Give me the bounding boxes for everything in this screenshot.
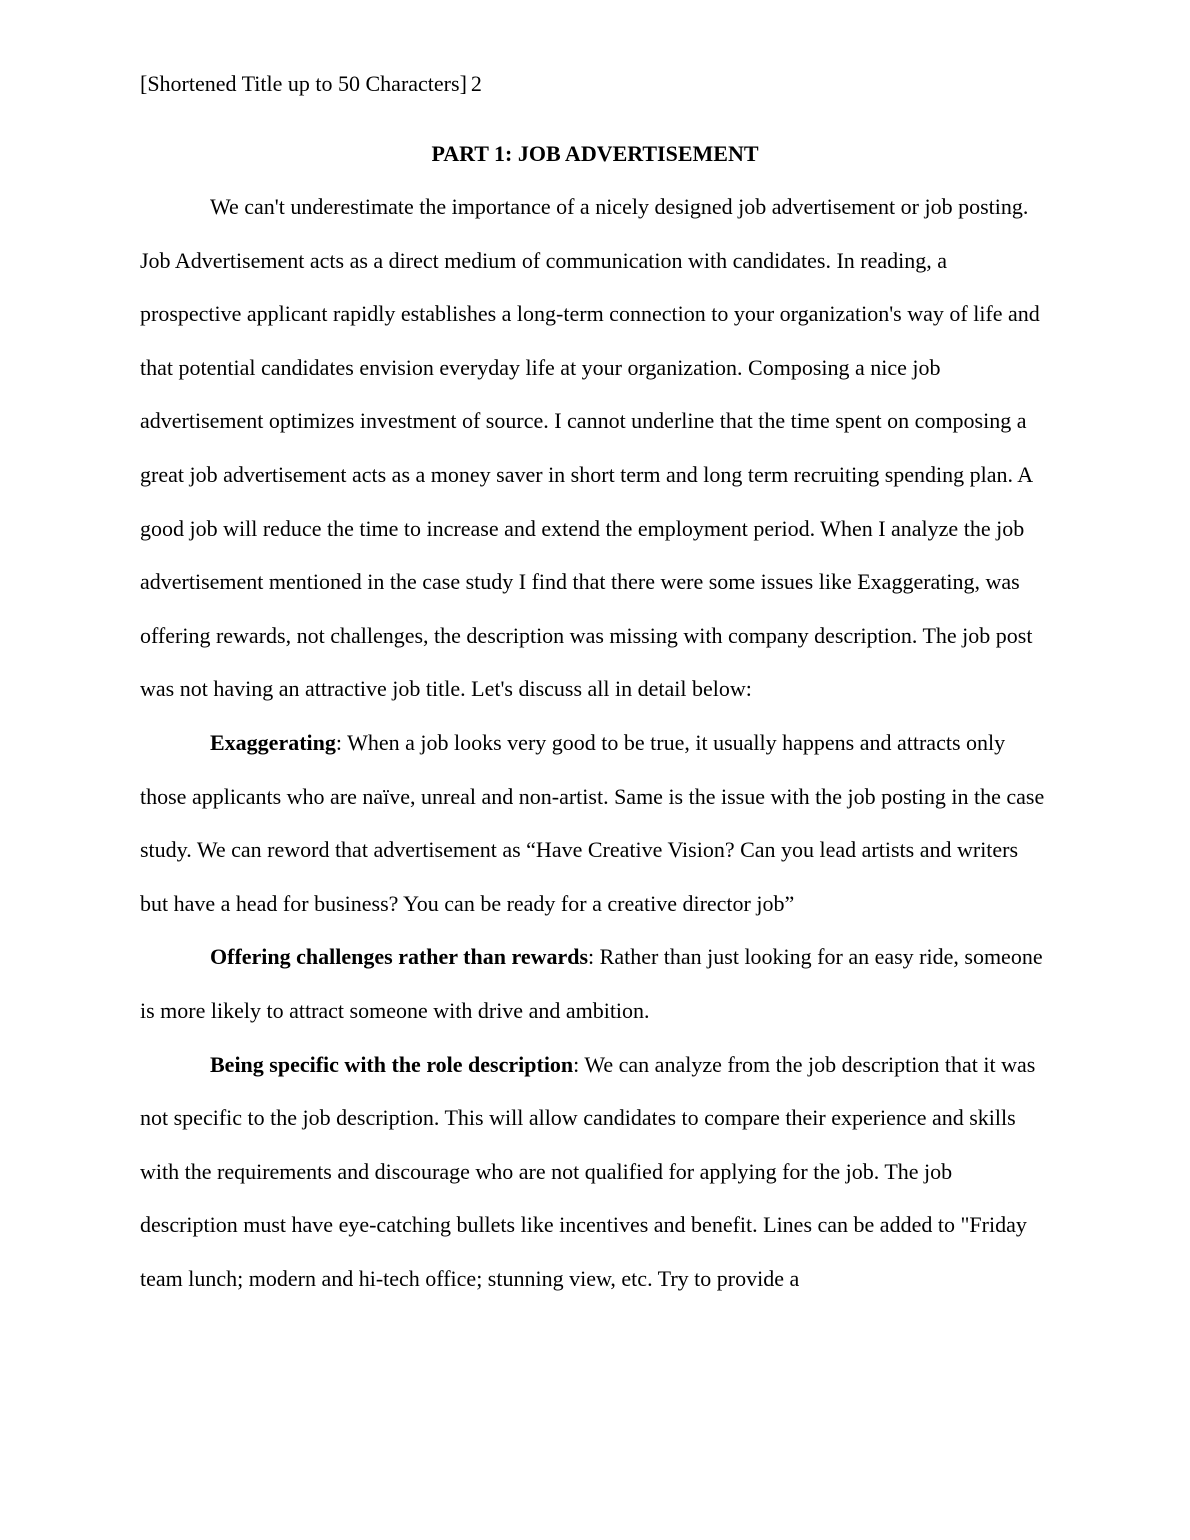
- body-text: [140, 180, 1050, 1305]
- running-title: [Shortened Title up to 50 Characters]: [140, 71, 467, 96]
- paragraph-exaggerating: [140, 716, 1050, 930]
- paragraph-heading: Exaggerating: [210, 729, 336, 755]
- paragraph-specific: [140, 1038, 1050, 1306]
- paragraph-intro: We can't underestimate the importance of a nicely designed job advertisement or job posting. Job Advertisement acts as a direct medium of communication with candidates. In reading, a prospective applicant rapidly establishes a long-term connection to your organization's way of life and that potential candidates envision everyday life at your organization. Composing a nice job advertisement optimizes investment of source. I cannot underline that the time spent on composing a great job advertisement acts as a money saver in short term and long term recruiting spending plan. A good job will reduce the time to increase and extend the employment period. When I analyze the job advertisement mentioned in the case study I find that there were some issues like Exaggerating, was offering rewards, not challenges, the description was missing with company description. The job post was not having an attractive job title. Let's discuss all in detail below:: [140, 194, 1040, 702]
- paragraph-text: : When a job looks very good to be true, it usually happens and attracts only those applicants who are naïve, unreal and non-artist. Same is the issue with the job posting in the case study. We can reword that advertisement as “Have Creative Vision? Can you lead artists and writers but have a head for business? You can be ready for a creative director job”: [140, 729, 1045, 916]
- paragraph-text: : We can analyze from the job description that it was not specific to the job description. This will allow candidates to compare their experience and skills with the requirements and discourage who are not qualified for applying for the job. The job description must have eye-catching bullets like incentives and benefit. Lines can be added to "Friday team lunch; modern and hi-tech office; stunning view, etc. Try to provide a: [140, 1051, 1036, 1291]
- paragraph-text: : Rather than just looking for an easy ride, someone is more likely to attract someone with drive and ambition.: [140, 944, 1043, 1023]
- paragraph-heading: Offering challenges rather than rewards: [210, 944, 589, 970]
- running-header: [140, 70, 482, 98]
- section-title: PART 1: JOB ADVERTISEMENT: [431, 141, 759, 166]
- page-number: 2: [470, 71, 482, 96]
- paragraph-heading: Being specific with the role description: [210, 1051, 574, 1077]
- paragraph-challenges: [140, 930, 1050, 1037]
